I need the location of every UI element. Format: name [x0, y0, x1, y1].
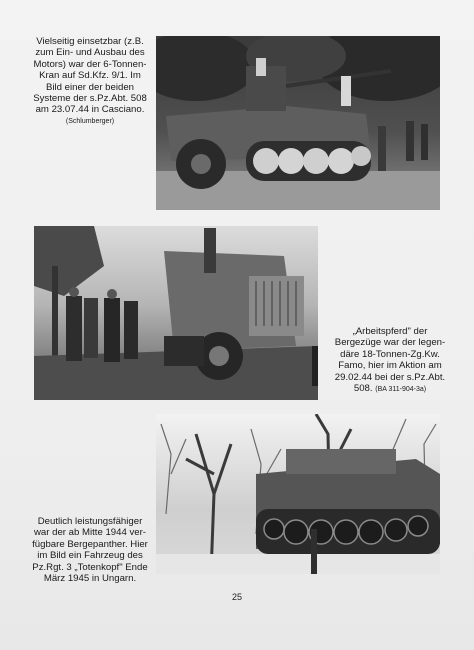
caption-line — [322, 383, 458, 395]
page-number: 25 — [231, 592, 242, 602]
caption-line: zum Ein- und Ausbau des — [35, 47, 145, 59]
caption-line: Pz.Rgt. 3 „Totenkopf" Ende — [32, 561, 148, 573]
caption-line: war der ab Mitte 1944 ver- — [34, 527, 146, 539]
caption-line: Systeme der s.Pz.Abt. 508 — [33, 93, 147, 105]
caption-line: am 23.07.44 in Casciano. — [35, 104, 145, 116]
caption-line: Bild einer der beiden — [45, 81, 134, 93]
caption-line: Kran auf Sd.Kfz. 9/1. Im — [39, 70, 141, 82]
caption-line: Bergezüge war der legen- — [334, 337, 446, 349]
caption-crane-halftrack — [22, 36, 158, 127]
caption-line: Vielseitig einsetzbar (z.B. — [36, 36, 144, 47]
caption-text: 508. — [353, 383, 373, 395]
photo-bergepanther — [156, 414, 440, 574]
caption-bergepanther — [22, 516, 158, 584]
caption-line: Famo, hier im Aktion am — [338, 360, 442, 372]
caption-line: 29.02.44 bei der s.Pz.Abt. — [334, 371, 446, 383]
caption-line: März 1945 in Ungarn. — [43, 573, 137, 585]
caption-line: im Bild ein Fahrzeug des — [37, 550, 143, 562]
caption-line: fügbare Bergepanther. Hier — [32, 538, 148, 550]
photo-credit: (Schlumberger) — [65, 117, 115, 125]
photo-famo-tractor — [34, 226, 318, 400]
photo-crane-halftrack — [156, 36, 440, 210]
caption-line: Motors) war der 6-Tonnen- — [33, 58, 147, 70]
caption-line: däre 18-Tonnen-Zg.Kw. — [340, 348, 440, 360]
caption-line: „Arbeitspferd" der — [352, 326, 428, 337]
caption-line: Deutlich leistungsfähiger — [37, 516, 143, 527]
caption-famo-tractor — [322, 326, 458, 395]
photo-credit: (BA 311-904-3a) — [375, 386, 427, 394]
